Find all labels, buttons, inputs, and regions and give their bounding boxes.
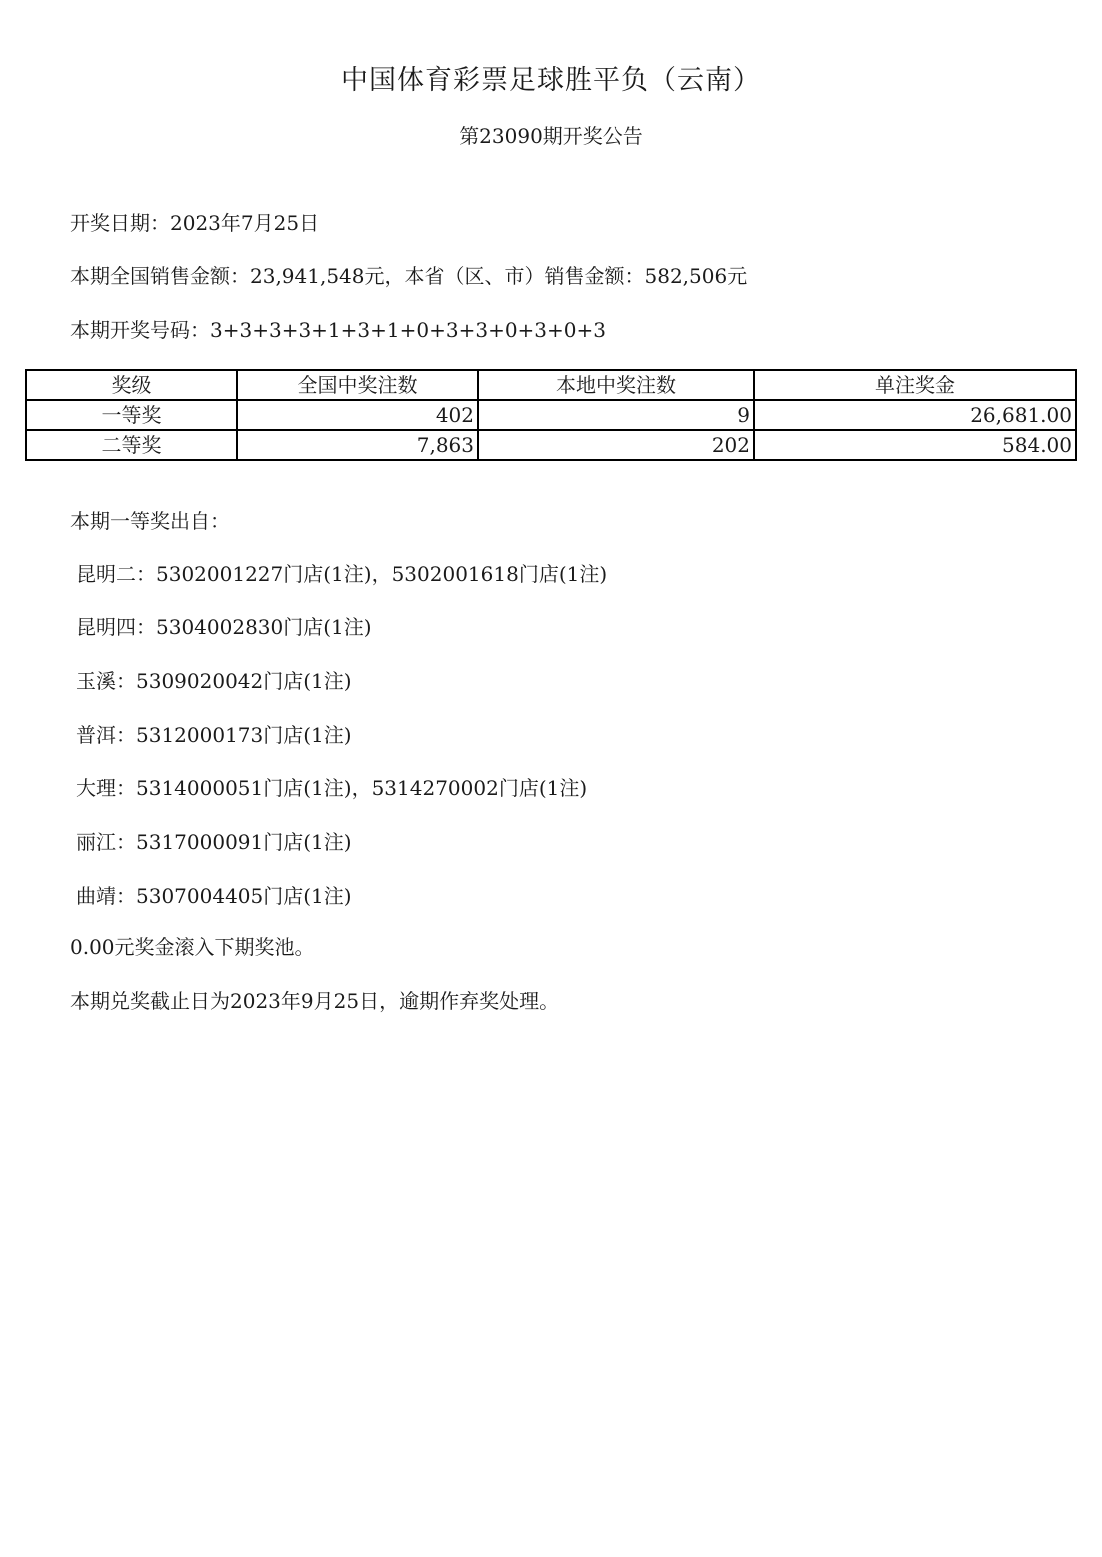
cell-prize-amount: 26,681.00: [754, 400, 1076, 430]
cell-national-winners: 402: [237, 400, 478, 430]
winner-shop-line: 大理：5314000051门店(1注)，5314270002门店(1注): [76, 776, 588, 800]
cell-prize-level: 二等奖: [26, 430, 237, 460]
cell-local-winners: 202: [478, 430, 754, 460]
winner-shop-line: 昆明二：5302001227门店(1注)，5302001618门店(1注): [76, 562, 608, 586]
header-local-winners: 本地中奖注数: [478, 370, 754, 400]
cell-prize-amount: 584.00: [754, 430, 1076, 460]
draw-date: 开奖日期：2023年7月25日: [70, 211, 320, 235]
deadline-note: 本期兑奖截止日为2023年9月25日，逾期作弃奖处理。: [70, 989, 560, 1013]
winner-shop-line: 曲靖：5307004405门店(1注): [76, 884, 352, 908]
table-row: [26, 430, 1076, 460]
winning-numbers: 本期开奖号码：3+3+3+3+1+3+1+0+3+3+0+3+0+3: [70, 318, 606, 342]
issue-subtitle: 第23090期开奖公告: [459, 124, 643, 148]
winners-heading: 本期一等奖出自：: [70, 509, 230, 533]
page-title: 中国体育彩票足球胜平负（云南）: [341, 65, 761, 96]
table-row: [26, 400, 1076, 430]
winner-shop-line: 玉溪：5309020042门店(1注): [76, 669, 352, 693]
winner-shop-line: 普洱：5312000173门店(1注): [76, 723, 352, 747]
sales-amount: 本期全国销售金额：23,941,548元，本省（区、市）销售金额：582,506元: [70, 264, 748, 288]
table-header-row: [26, 370, 1076, 400]
cell-prize-level: 一等奖: [26, 400, 237, 430]
cell-national-winners: 7,863: [237, 430, 478, 460]
winner-shop-line: 昆明四：5304002830门店(1注): [76, 615, 372, 639]
cell-local-winners: 9: [478, 400, 754, 430]
header-prize-level: 奖级: [26, 370, 237, 400]
winner-shop-line: 丽江：5317000091门店(1注): [76, 830, 352, 854]
header-prize-amount: 单注奖金: [754, 370, 1076, 400]
header-national-winners: 全国中奖注数: [237, 370, 478, 400]
rollover-note: 0.00元奖金滚入下期奖池。: [70, 935, 315, 959]
prize-table: [25, 369, 1077, 461]
